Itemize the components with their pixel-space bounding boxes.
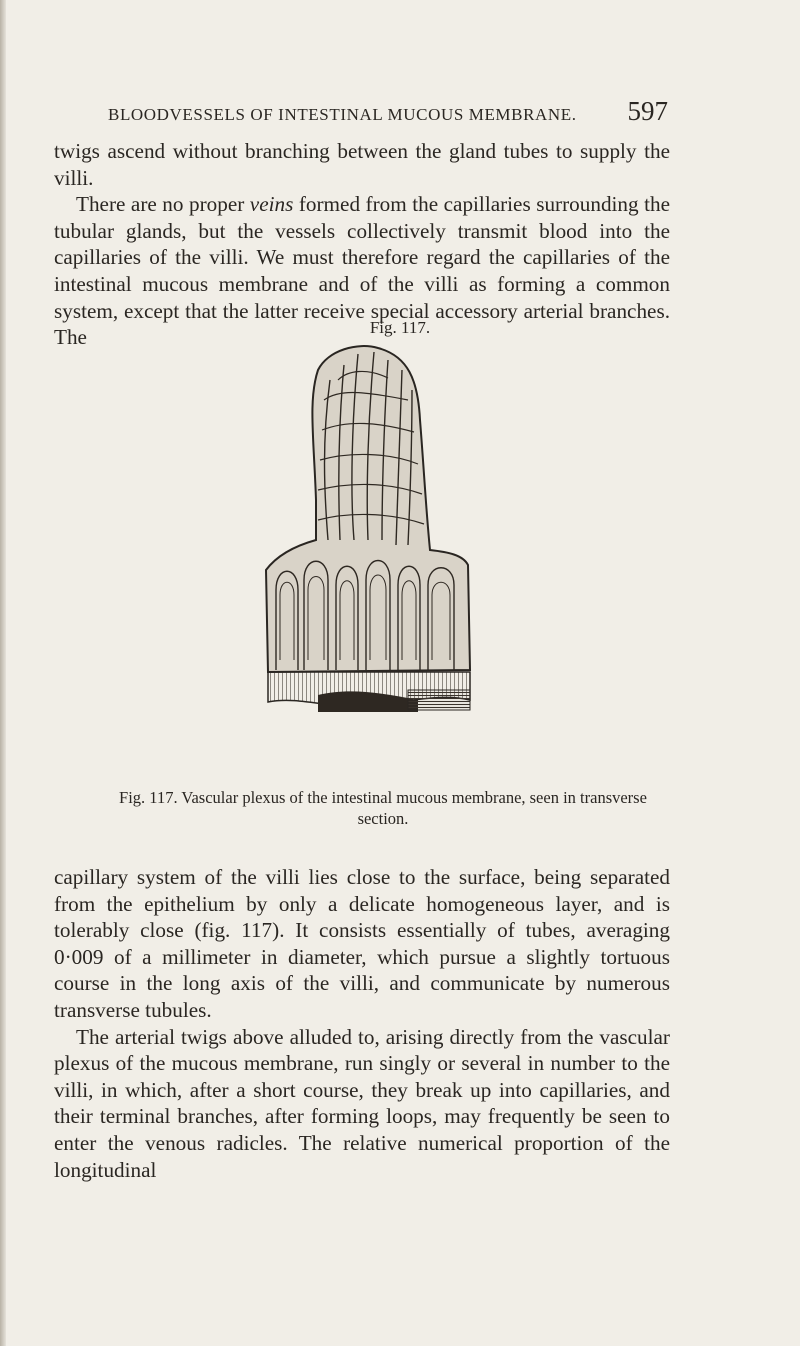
page-edge xyxy=(0,0,6,1346)
running-head-title: BLOODVESSELS OF INTESTINAL MUCOUS MEMBRANE. xyxy=(108,105,577,124)
emphasis-veins: veins xyxy=(249,192,294,217)
paragraph: The arterial twigs above alluded to, arising directly from the vascular plexus of the mucous membrane, run singly or several in number to the villi, in which, after a short course, they break up into capillaries, and their terminal branches, after forming loops, may frequently be seen to enter the venous radicles. The relative numerical proportion of the longitudinal xyxy=(54,1024,670,1182)
figure-label: Fig. 117. xyxy=(369,318,431,337)
paragraph-text: formed from the capillaries surrounding the tubular glands, but the vessels collectively transmit blood into the capillaries of the villi. We must therefore regard the capillaries of the intestinal mucous membrane and of the villi as forming a common system, except that the latter receive special accessory arterial branches. The xyxy=(54,192,671,350)
paragraph: twigs ascend without branching between the gland tubes to supply the villi. xyxy=(54,139,670,190)
paragraph-text: There are no proper xyxy=(76,192,250,217)
figure-illustration xyxy=(258,340,472,760)
page-number: 597 xyxy=(627,96,668,126)
body-text-bottom xyxy=(54,864,670,1183)
figure-caption: Fig. 117. Vascular plexus of the intestinal mucous membrane, seen in transverse section. xyxy=(119,788,647,828)
paragraph: capillary system of the villi lies close to the surface, being separated from the epithelium by only a delicate homogeneous layer, and is tolerably close (fig. 117). It consists essentially of tubes, averaging 0·009 of a millimeter in diameter, which pursue a slightly tortuous course in the long axis of the villi, and communicate by numerous transverse tubules. xyxy=(54,865,670,1022)
running-head xyxy=(108,96,668,126)
